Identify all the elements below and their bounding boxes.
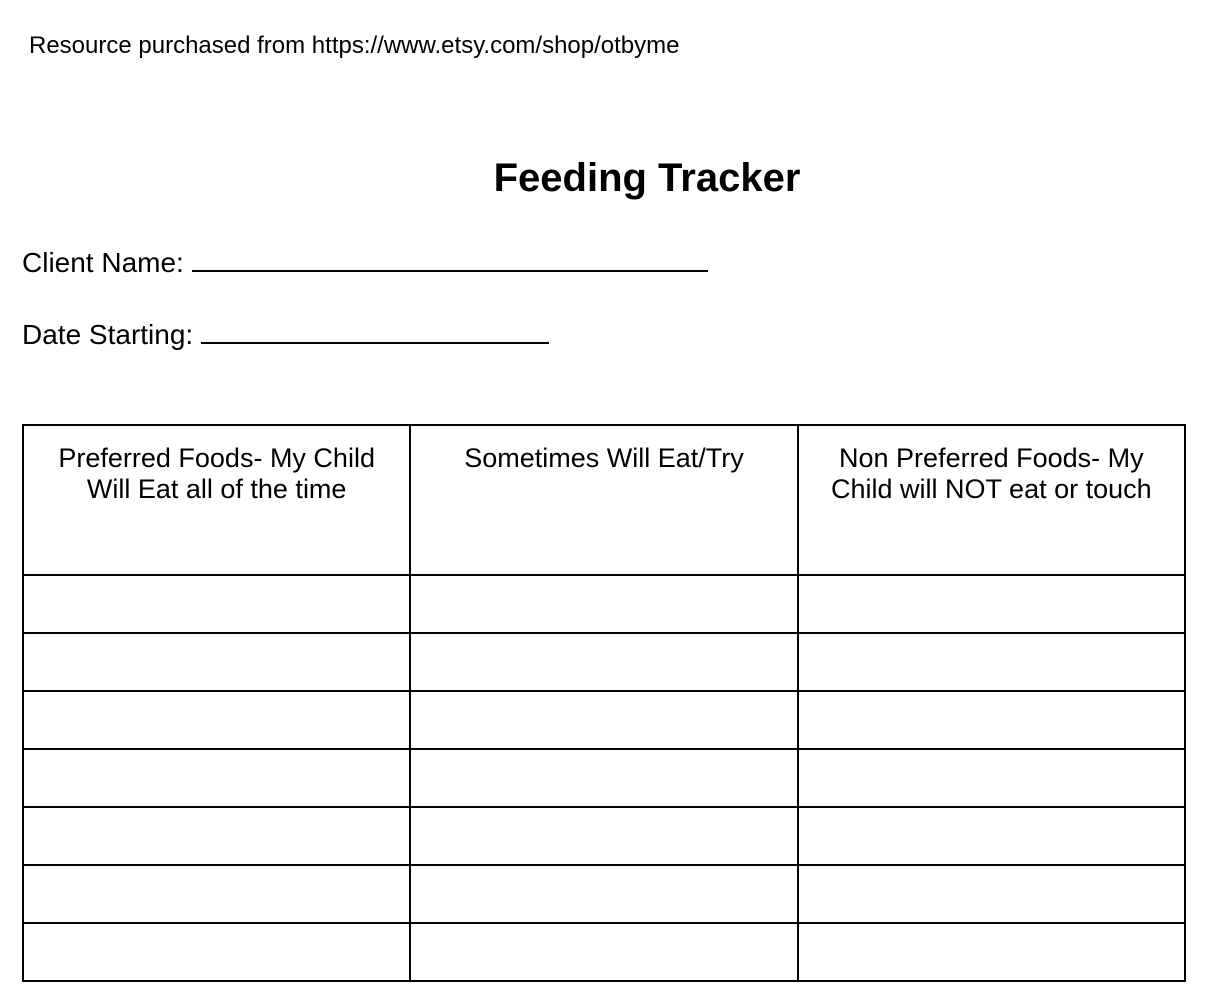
feeding-tracker-table: [22, 424, 1186, 982]
table-cell[interactable]: [23, 691, 410, 749]
table-cell[interactable]: [410, 749, 797, 807]
table-cell[interactable]: [410, 865, 797, 923]
table-row: [23, 749, 1185, 807]
page-title: Feeding Tracker: [493, 156, 801, 200]
date-starting-blank[interactable]: [201, 316, 549, 344]
table-cell[interactable]: [410, 575, 797, 633]
table-cell[interactable]: [798, 865, 1185, 923]
table-row: [23, 865, 1185, 923]
table-cell[interactable]: [410, 807, 797, 865]
table-cell[interactable]: [23, 865, 410, 923]
table-cell[interactable]: [23, 923, 410, 981]
table-cell[interactable]: [798, 807, 1185, 865]
table-cell[interactable]: [798, 749, 1185, 807]
date-starting-field: [22, 316, 549, 351]
table-cell[interactable]: [23, 749, 410, 807]
table-cell[interactable]: [23, 633, 410, 691]
table-row: [23, 691, 1185, 749]
resource-note: Resource purchased from https://www.etsy.com/shop/otbyme: [29, 32, 680, 59]
table-cell[interactable]: [23, 807, 410, 865]
table-cell[interactable]: [798, 691, 1185, 749]
table-row: [23, 575, 1185, 633]
column-header-sometimes: Sometimes Will Eat/Try: [410, 425, 797, 575]
client-name-blank[interactable]: [192, 244, 708, 272]
table-row: [23, 633, 1185, 691]
date-starting-label: Date Starting:: [22, 319, 194, 350]
client-name-field: [22, 244, 708, 279]
column-header-preferred: Preferred Foods- My Child Will Eat all of the time: [23, 425, 410, 575]
client-name-label: Client Name:: [22, 247, 184, 278]
column-header-non-preferred: Non Preferred Foods- My Child will NOT eat or touch: [798, 425, 1185, 575]
table-cell[interactable]: [410, 633, 797, 691]
table-cell[interactable]: [798, 575, 1185, 633]
table-header-row: [23, 425, 1185, 575]
table-cell[interactable]: [410, 691, 797, 749]
table-row: [23, 807, 1185, 865]
table-cell[interactable]: [23, 575, 410, 633]
table-row: [23, 923, 1185, 981]
table-cell[interactable]: [798, 633, 1185, 691]
table-cell[interactable]: [410, 923, 797, 981]
table-cell[interactable]: [798, 923, 1185, 981]
